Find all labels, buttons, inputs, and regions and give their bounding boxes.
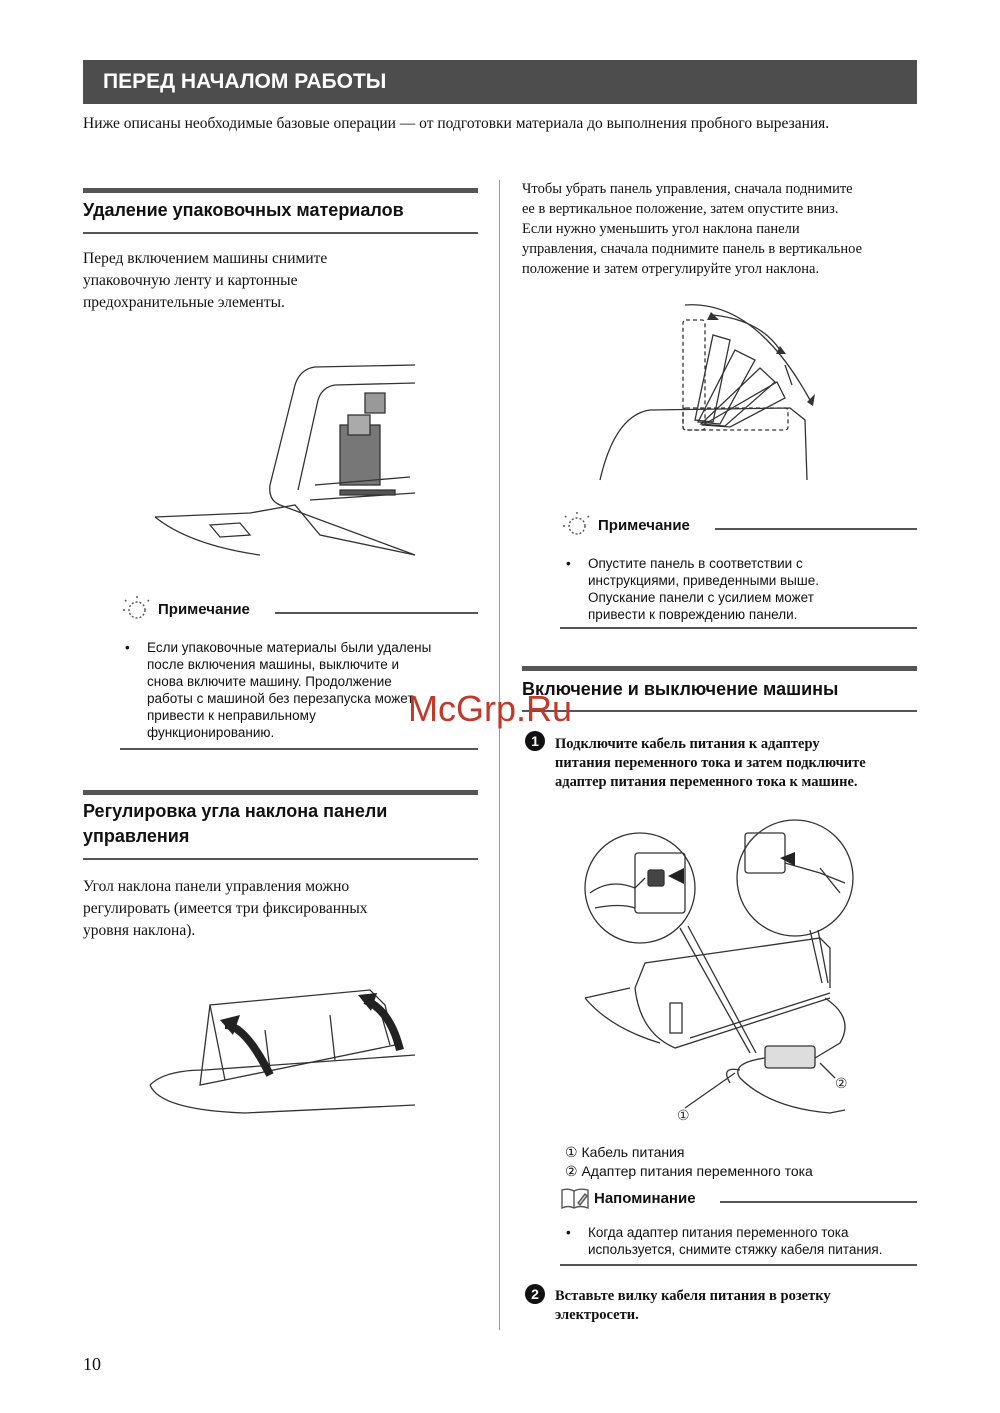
reminder-line: Когда адаптер питания переменного тока (588, 1225, 849, 1240)
step-line: адаптер питания переменного тока к машине. (555, 774, 858, 790)
packaging-body (83, 248, 327, 314)
note-line: Если упаковочные материалы были удалены (147, 640, 432, 655)
reminder-title: Напоминание (594, 1190, 696, 1207)
column-divider (499, 180, 500, 1330)
note-line: работы с машиной без перезапуска может (147, 691, 414, 706)
callout-mark-2: ② (835, 1075, 848, 1091)
callout-legend (565, 1143, 813, 1181)
panel-positions-illustration (595, 290, 820, 485)
step-line: Подключите кабель питания к адаптеру (555, 736, 820, 752)
text-line: Чтобы убрать панель управления, сначала поднимите (522, 181, 853, 197)
note-rule-bottom (120, 748, 478, 750)
bullet: • (566, 1225, 571, 1240)
note-title: Примечание (158, 601, 250, 618)
callout-mark-1: ① (677, 1107, 690, 1123)
callout-mark: ① (565, 1144, 578, 1160)
bullet: • (566, 556, 571, 571)
text-line: Перед включением машины снимите (83, 250, 328, 267)
text-line: уровня наклона). (83, 922, 196, 939)
step-number-1: 1 (525, 731, 545, 751)
watermark-text: McGrp.Ru (408, 688, 573, 729)
text-line: предохранительные элементы. (83, 294, 285, 311)
panel-angle-body (83, 876, 368, 942)
title-line: Регулировка угла наклона панели (83, 801, 388, 821)
reminder-line: используется, снимите стяжку кабеля питания. (588, 1242, 883, 1257)
note-line: привести к неправильному (147, 708, 316, 723)
step-line: Вставьте вилку кабеля питания в розетку (555, 1288, 831, 1304)
note-line: Опустите панель в соответствии с (588, 556, 803, 571)
intro-paragraph: Ниже описаны необходимые базовые операции — от подготовки материала до выполнения пробного вырезания. (83, 115, 830, 132)
section-rule-bottom (83, 232, 478, 234)
note-rule-top (715, 528, 917, 530)
power-connection-illustration (580, 808, 865, 1128)
page-header-banner (83, 60, 917, 104)
step-line: питания переменного тока и затем подключите (555, 755, 866, 771)
section-title-panel-angle (83, 799, 387, 849)
reminder-rule-top (720, 1201, 917, 1203)
section-rule-bottom (522, 710, 917, 712)
step-1-text (555, 735, 866, 792)
text-line: ее в вертикальное положение, затем опустите вниз. (522, 201, 839, 217)
bullet: • (125, 640, 130, 655)
page-number: 10 (83, 1354, 101, 1374)
remove-panel-text (522, 179, 922, 279)
section-rule-top (83, 790, 478, 795)
callout-label: Адаптер питания переменного тока (581, 1163, 813, 1179)
note-line: привести к повреждению панели. (588, 607, 798, 622)
note-list-item (566, 555, 916, 623)
pencil-icon (560, 1186, 590, 1210)
packaging-illustration (150, 355, 420, 560)
note-rule-bottom (560, 627, 917, 629)
callout-mark: ② (565, 1163, 578, 1179)
note-line: функционированию. (147, 725, 275, 740)
reminder-list-item (566, 1224, 921, 1258)
text-line: Если нужно уменьшить угол наклона панели (522, 221, 800, 237)
title-line: управления (83, 826, 190, 846)
callout-item-2 (565, 1162, 813, 1181)
note-line: инструкциями, приведенными выше. (588, 573, 819, 588)
section-rule-top (522, 666, 917, 671)
reminder-rule-bottom (560, 1264, 917, 1266)
panel-angle-illustration (145, 985, 420, 1115)
callout-label: Кабель питания (581, 1144, 685, 1160)
text-line: регулировать (имеется три фиксированных (83, 900, 368, 917)
note-rule-top (275, 612, 478, 614)
callout-item-1 (565, 1143, 813, 1162)
text-line: Угол наклона панели управления можно (83, 878, 350, 895)
section-title-power: Включение и выключение машины (522, 679, 839, 699)
section-rule-bottom (83, 858, 478, 860)
text-line: положение и затем отрегулируйте угол наклона. (522, 261, 820, 277)
section-rule-top (83, 188, 478, 193)
note-title: Примечание (598, 517, 690, 534)
text-line: упаковочную ленту и картонные (83, 272, 298, 289)
step-line: электросети. (555, 1307, 639, 1323)
step-2-text (555, 1287, 831, 1325)
page-header-title: ПЕРЕД НАЧАЛОМ РАБОТЫ (103, 70, 387, 93)
lightbulb-icon (120, 594, 152, 624)
text-line: управления, сначала поднимите панель в вертикальное (522, 241, 863, 257)
note-line: снова включите машину. Продолжение (147, 674, 392, 689)
lightbulb-icon (560, 510, 592, 540)
note-line: после включения машины, выключите и (147, 657, 400, 672)
step-number-2: 2 (525, 1284, 545, 1304)
section-title-packaging: Удаление упаковочных материалов (83, 200, 404, 220)
note-line: Опускание панели с усилием может (588, 590, 814, 605)
